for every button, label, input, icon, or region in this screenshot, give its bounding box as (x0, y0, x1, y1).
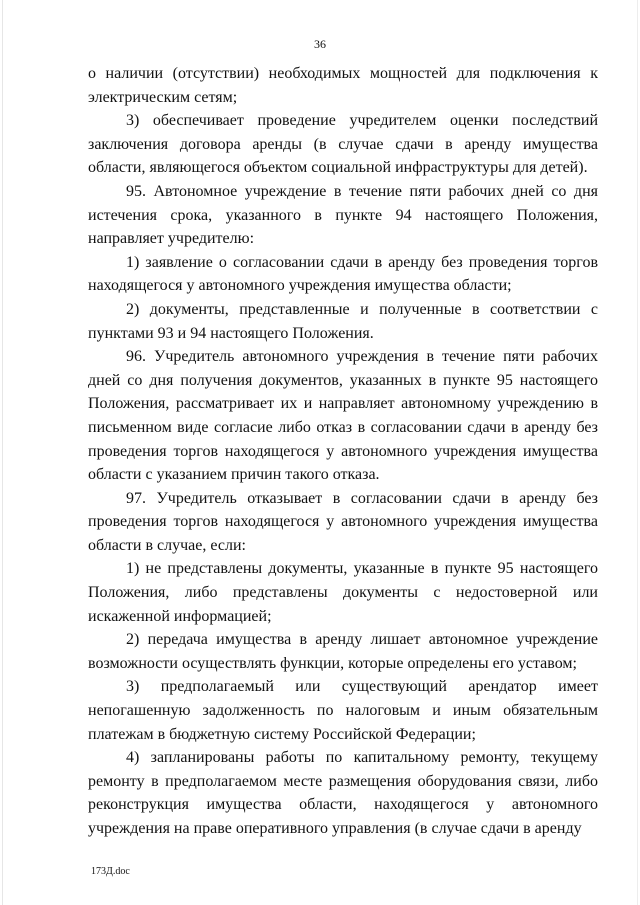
paragraph-continuation: о наличии (отсутствии) необходимых мощностей для подключения к электрическим сетям; (88, 65, 598, 106)
paragraph-clause-96: 96. Учредитель автономного учреждения в течение пяти рабочих дней со дня получения документов, указанных в пункте 95 настоящего Положения, рассматривает их и направляет автономному учреждению в письменном виде согласие либо отказ в согласовании сдачи в аренду без проведения торгов находящегося у автономного учреждения имущества области с указанием причин такого отказа. (88, 348, 598, 484)
paragraph-97-item-3: 3) предполагаемый или существующий арендатор имеет непогашенную задолженность по налоговым и иным обязательным платежам в бюджетную систему Российской Федерации; (88, 678, 598, 743)
paragraph-clause-97: 97. Учредитель отказывает в согласовании сдачи в аренду без проведения торгов находящегося у автономного учреждения имущества области в случае, если: (88, 489, 598, 554)
page-number: 36 (314, 37, 326, 51)
document-body (88, 62, 598, 841)
scan-edge-right (637, 0, 638, 905)
paragraph-item-3: 3) обеспечивает проведение учредителем оценки последствий заключения договора аренды (в случае сдачи в аренду имущества области, являющегося объектом социальной инфраструктуры для детей). (88, 112, 598, 177)
paragraph-95-item-2: 2) документы, представленные и полученные в соответствии с пунктами 93 и 94 настоящего Положения. (88, 300, 598, 342)
paragraph-95-item-1: 1) заявление о согласовании сдачи в аренду без проведения торгов находящегося у автономного учреждения имущества области; (88, 253, 598, 295)
paragraph-97-item-1: 1) не представлены документы, указанные в пункте 95 настоящего Положения, либо представлены документы с недостоверной или искаженной информацией; (88, 560, 598, 625)
paragraph-97-item-2: 2) передача имущества в аренду лишает автономное учреждение возможности осуществлять функции, которые определены его уставом; (88, 631, 598, 672)
scan-edge-left (2, 0, 3, 905)
paragraph-97-item-4: 4) запланированы работы по капитальному ремонту, текущему ремонту в предполагаемом месте размещения оборудования связи, либо реконструкция имущества области, находящегося у автономного учреждения на праве оперативного управления (в случае сдачи в аренду (88, 749, 598, 837)
paragraph-clause-95: 95. Автономное учреждение в течение пяти рабочих дней со дня истечения срока, указанного в пункте 94 настоящего Положения, направляет учредителю: (88, 182, 598, 248)
file-name-footer: 173Д.doc (91, 866, 130, 877)
